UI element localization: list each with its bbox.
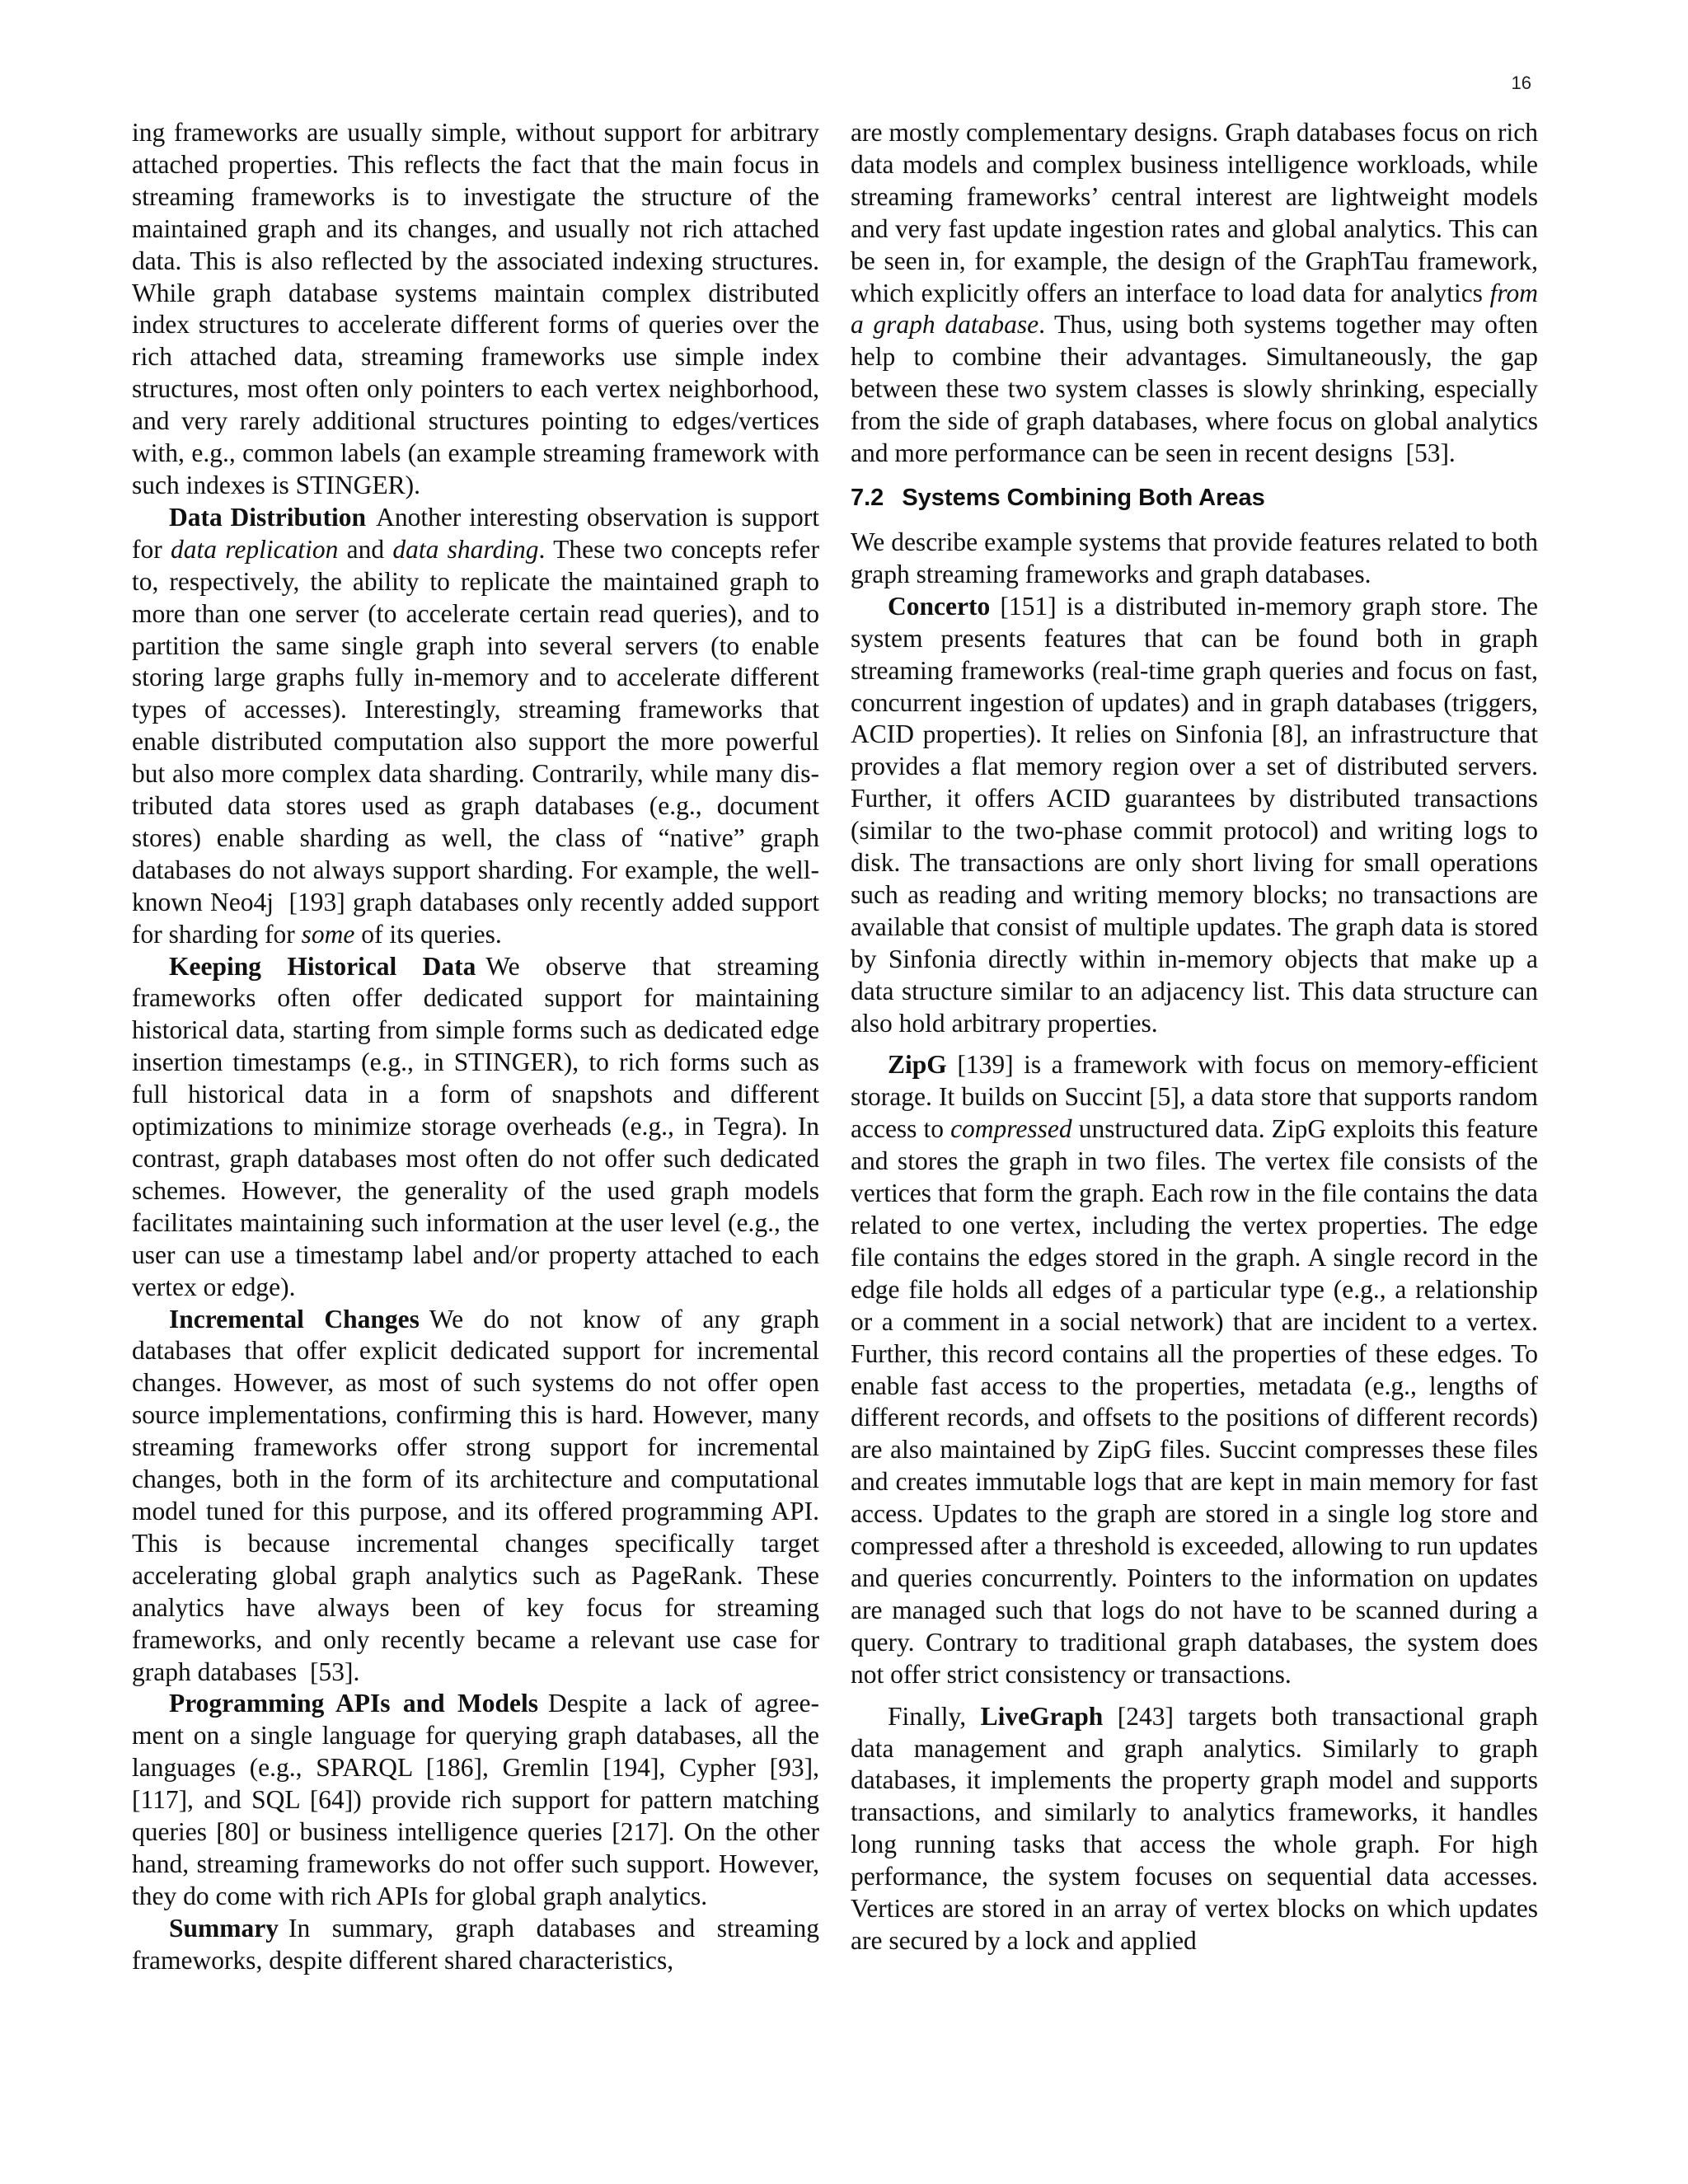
paragraph-incremental-changes: [132, 1304, 819, 1689]
paragraph-text: are mostly complementary designs. Graph databases focus on rich data models and complex business intelligence workloads, while streaming frameworks’ central interest are lightweight models and very fast update ingestion rates and global analytics. This can be seen in, for example, the design of the GraphTau framework, which explicitly offers an interface to load data for analytics: [851, 118, 1538, 307]
paragraph-programming-apis: [132, 1688, 819, 1912]
paragraph-text: Finally,: [888, 1701, 981, 1731]
emphasis-text: from a graph database: [851, 278, 1538, 340]
emphasis-text: some: [301, 919, 355, 949]
paragraph-historical-data: [132, 951, 819, 1304]
paragraph-text: We do not know of any graph databases that offer explicit dedicated support for incremental changes. However, as most of such systems do not offer open source implementations, confirming this is hard. However, many streaming frameworks offer strong support for incremental changes, both in the form of its architecture and computational model tuned for this purpose, and its offered programming API. This is because incremental changes specifically target accelerating global graph analytics such as PageRank. These analytics have always been of key focus for streaming frameworks, and only recently became a relevant use case for graph databases [53].: [132, 1304, 819, 1686]
right-column: [851, 117, 1538, 1957]
paragraph-text: Another interesting observation is support for: [132, 502, 819, 564]
paragraph-livegraph: [851, 1701, 1538, 1957]
paragraph-text: unstructured data. ZipG exploits this feature and stores the graph in two files. The vertex file consists of the vertices that form the graph. Each row in the file contains the data related to one vertex, including the vertex properties. The edge file contains the edges stored in the graph. A single record in the edge file holds all edges of a particular type (e.g., a relationship or a comment in a social network) that are incident to a vertex. Further, this record contains all the properties of these edges. To enable fast access to the properties, metadata (e.g., lengths of different records, and offsets to the positions of different records) are also maintained by ZipG files. Succint compresses these files and creates immutable logs that are kept in main memory for fast access. Updates to the graph are stored in a single log store and compressed after a threshold is exceeded, allowing to run updates and queries concurrently. Pointers to the information on updates are managed such that logs do not have to be scanned during a query. Contrary to traditional graph databases, the system does not offer strict consistency or transactions.: [851, 1114, 1538, 1689]
system-name-concerto: Concerto: [888, 591, 991, 621]
section-number: 7.2: [851, 484, 884, 511]
page-number: 16: [1511, 73, 1531, 93]
paragraph-zipg: [851, 1049, 1538, 1690]
emphasis-text: data replication: [171, 534, 339, 564]
section-heading: [851, 482, 1538, 513]
paragraph-data-distribution: [132, 502, 819, 951]
paragraph-section-intro: We describe example systems that provide features related to both graph streaming frameworks and graph databases.: [851, 527, 1538, 588]
paragraph-summary: [132, 1913, 819, 1977]
emphasis-text: data sharding: [392, 534, 539, 564]
emphasis-text: compressed: [950, 1114, 1072, 1144]
paragraph-continuation: ing frameworks are usually simple, without support for arbitrary attached properties. This reflects the fact that the main focus in streaming frameworks is to investigate the structure of the maintained graph and its changes, and usually not rich attached data. This is also reflected by the associated indexing structures. While graph database systems maintain complex distributed index structures to accelerate different forms of queries over the rich attached data, streaming frameworks use simple index structures, most often only pointers to each vertex neighborhood, and very rarely additional structures pointing to edges/vertices with, e.g., common labels (an example streaming framework with such indexes is STINGER).: [132, 118, 819, 499]
paragraph-text: [243] targets both transactional graph data management and graph analytics. Similarly to graph databases, it implements the property graph model and supports transactions, and similarly to analytics frameworks, it handles long running tasks that access the whole graph. For high performance, the system focuses on sequential data accesses. Vertices are stored in an array of vertex blocks on which updates are secured by a lock and applied: [851, 1701, 1538, 1955]
paragraph-text: Despite a lack of agreement on a single language for querying graph databases, all the languages (e.g., SPARQL [186], Gremlin [194], Cypher [93], [117], and SQL [64]) provide rich support for pattern matching queries [80] or business intelligence queries [217]. On the other hand, streaming frameworks do not offer such support. However, they do come with rich APIs for global graph analytics.: [132, 1689, 820, 1910]
paragraph-text: and: [338, 534, 393, 564]
paragraph-text: [139] is a framework with focus on memory-efficient storage. It builds on Succint [5], a data store that supports random access to: [851, 1050, 1538, 1144]
paragraph-text: . These two concepts refer to, respectively, the ability to replicate the maintained graph to more than one server (to accelerate certain read queries), and to partition the same single graph into several servers (to enable storing large graphs fully in-memory and to accelerate different types of accesses). Interestingly, streaming frameworks that enable distributed computation also support the more powerful but also more complex data sharding. Contrarily, while many distributed data stores used as graph databases (e.g., document stores) enable sharding as well, the class of “native” graph databases do not always support sharding. For example, the well-known Neo4j [193] graph databases only recently added support for sharding for: [132, 534, 820, 949]
run-in-heading-summary: Summary: [169, 1913, 279, 1943]
paragraph-continuation-right: [851, 117, 1538, 470]
run-in-heading-historical-data: Keeping Historical Data: [169, 951, 476, 981]
run-in-heading-programming-apis: Programming APIs and Models: [169, 1689, 538, 1718]
run-in-heading-incremental-changes: Incremental Changes: [169, 1304, 420, 1333]
paragraph-text: of its queries.: [354, 919, 502, 949]
left-column: [132, 117, 819, 1977]
paragraph-text: We observe that streaming frameworks often offer dedicated support for maintaining historical data, starting from simple forms such as dedicated edge insertion timestamps (e.g., in STINGER), to rich forms such as full historical data in a form of snapshots and different optimizations to minimize storage overheads (e.g., in Tegra). In contrast, graph databases most often do not offer such dedicated schemes. However, the generality of the used graph models facilitates maintaining such information at the user level (e.g., the user can use a timestamp label and/or property attached to each vertex or edge).: [132, 951, 819, 1301]
paragraph-text: [151] is a distributed in-memory graph store. The system presents features that can be found both in graph streaming frameworks (real-time graph queries and focus on fast, concurrent ingestion of updates) and in graph databases (triggers, ACID properties). It relies on Sinfonia [8], an infrastructure that provides a flat memory region over a set of distributed servers. Further, it offers ACID guarantees by distributed transactions (similar to the two-phase commit protocol) and writing logs to disk. The transactions are only short living for small operations such as reading and writing memory blocks; no transactions are available that consist of multiple updates. The graph data is stored by Sinfonia directly within in-memory objects that make up a data structure similar to an adjacency list. This data structure can also hold arbitrary properties.: [851, 591, 1538, 1038]
system-name-zipg: ZipG: [888, 1050, 947, 1080]
system-name-livegraph: LiveGraph: [980, 1701, 1104, 1731]
run-in-heading-data-distribution: Data Distribution: [169, 502, 367, 532]
section-title: Systems Combining Both Areas: [902, 484, 1265, 511]
paragraph-concerto: [851, 591, 1538, 1040]
paragraph-text: . Thus, using both systems together may often help to combine their advantages. Simultaneously, the gap between these two system classes is slowly shrinking, especially from the side of graph databases, where focus on global analytics and more performance can be seen in recent designs [53].: [851, 310, 1538, 468]
paragraph-text: In summary, graph databases and streaming frameworks, despite different shared characteristics,: [132, 1913, 819, 1975]
